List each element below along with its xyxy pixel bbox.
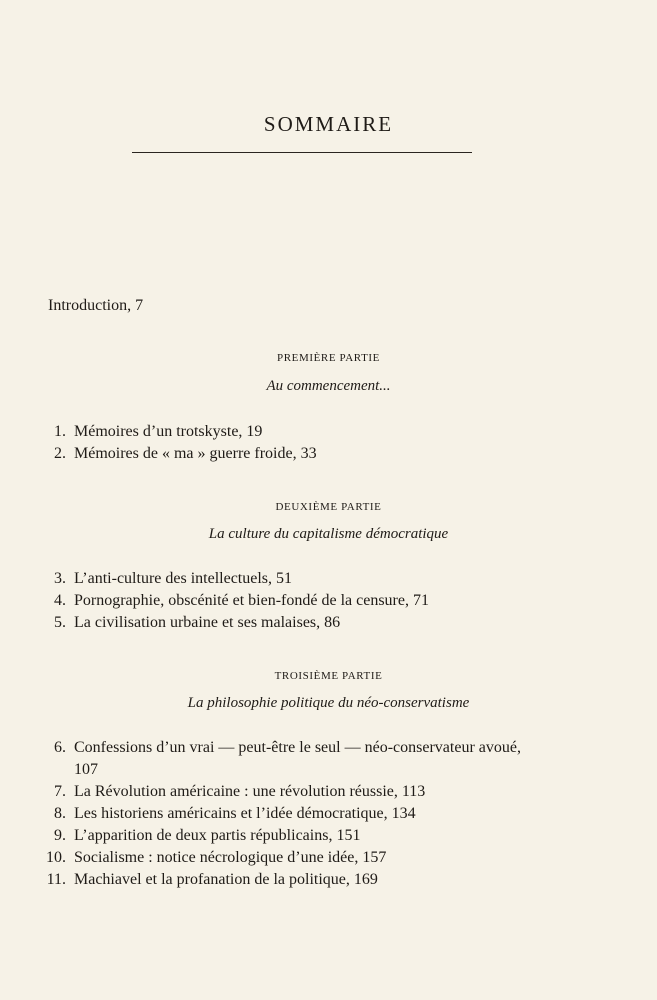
title-divider: [132, 152, 472, 153]
entry-number: 9.: [54, 827, 66, 844]
entry-number: 6.: [54, 739, 66, 756]
part-1-title: Au commencement...: [266, 378, 391, 394]
page-title: SOMMAIRE: [263, 112, 394, 136]
entry-number: 3.: [54, 570, 66, 587]
part-1-label: PREMIÈRE PARTIE: [277, 352, 380, 364]
entry-number: 5.: [54, 614, 66, 631]
part-3-label: TROISIÈME PARTIE: [274, 670, 383, 682]
entry-number: 11.: [46, 871, 66, 888]
entry-number: 8.: [54, 805, 66, 822]
part-2-label: DEUXIÈME PARTIE: [275, 501, 382, 513]
entry-text: Machiavel et la profanation de la politique, 169: [74, 871, 378, 888]
entry-text: Mémoires de « ma » guerre froide, 33: [74, 445, 317, 462]
entry-number: 7.: [54, 783, 66, 800]
entry-text: Pornographie, obscénité et bien-fondé de la censure, 71: [74, 592, 429, 609]
entry-number: 2.: [54, 445, 66, 462]
entry-text: Socialisme : notice nécrologique d’une idée, 157: [74, 849, 387, 866]
entry-text: La civilisation urbaine et ses malaises, 86: [74, 614, 341, 631]
toc-entry-introduction: Introduction, 7: [48, 297, 144, 314]
part-2-title: La culture du capitalisme démocratique: [208, 526, 449, 542]
entry-text: Mémoires d’un trotskyste, 19: [74, 423, 263, 440]
entry-text: Les historiens américains et l’idée démocratique, 134: [74, 805, 416, 822]
entry-text: Confessions d’un vrai — peut-être le seul — néo-conservateur avoué,: [74, 739, 521, 756]
entry-number: 1.: [54, 423, 66, 440]
entry-number: 4.: [54, 592, 66, 609]
entry-number: 10.: [46, 849, 66, 866]
entry-text: L’apparition de deux partis républicains, 151: [74, 827, 361, 844]
part-3-title: La philosophie politique du néo-conservatisme: [187, 695, 470, 711]
entry-text: L’anti-culture des intellectuels, 51: [74, 570, 293, 587]
entry-page-number: 107: [74, 761, 98, 778]
entry-text: La Révolution américaine : une révolution réussie, 113: [74, 783, 426, 800]
